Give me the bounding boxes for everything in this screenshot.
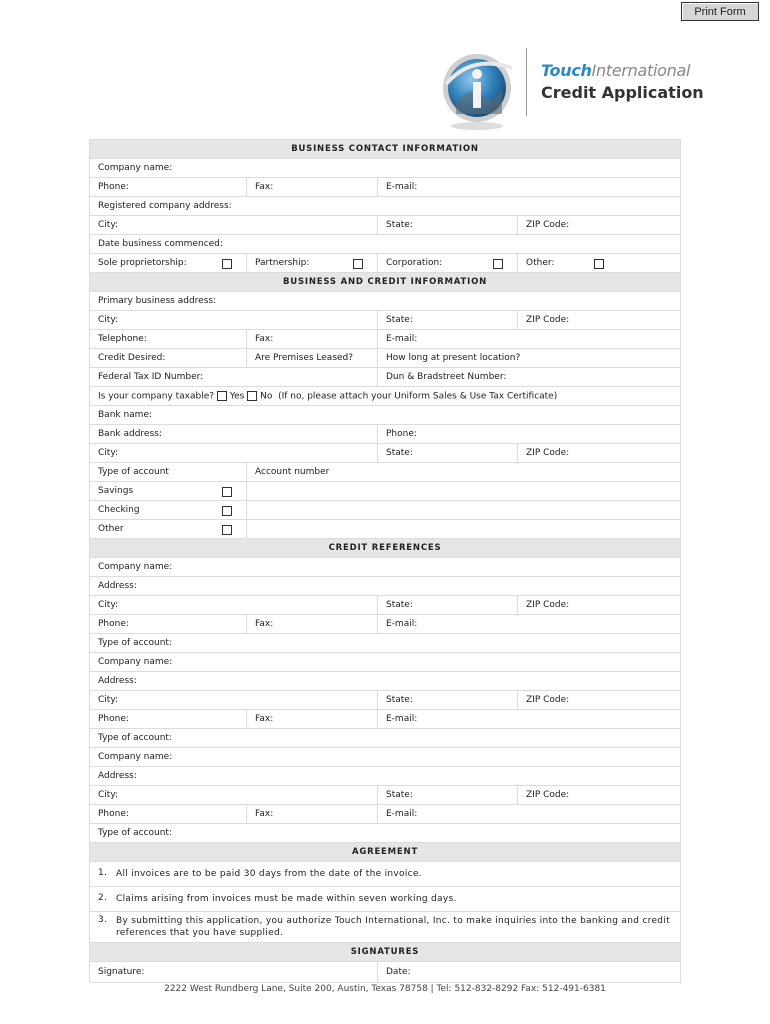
partnership-option xyxy=(247,254,378,273)
company-name-field[interactable]: Company name: xyxy=(90,159,681,178)
checking-checkbox[interactable] xyxy=(222,506,232,516)
agreement-item-number: 2. xyxy=(98,893,108,903)
bank-city-field[interactable]: City: xyxy=(90,444,378,463)
taxable-note: (If no, please attach your Uniform Sales & Use Tax Certificate) xyxy=(278,391,558,402)
other-account-number-field[interactable] xyxy=(247,520,681,539)
taxable-yes-label: Yes xyxy=(229,391,245,402)
savings-checkbox[interactable] xyxy=(222,487,232,497)
other-account-checkbox[interactable] xyxy=(222,525,232,535)
other-entity-option xyxy=(518,254,681,273)
taxable-yes-checkbox[interactable] xyxy=(217,391,227,401)
primary-city-field[interactable]: City: xyxy=(90,311,378,330)
checking-option xyxy=(90,501,247,520)
ref2-email-field[interactable]: E-mail: xyxy=(378,710,681,729)
ref2-state-field[interactable]: State: xyxy=(378,691,518,710)
brand-name xyxy=(541,61,690,80)
print-form-button[interactable]: Print Form xyxy=(681,2,759,21)
checking-account-number-field[interactable] xyxy=(247,501,681,520)
ref1-phone-field[interactable]: Phone: xyxy=(90,615,247,634)
taxable-no-checkbox[interactable] xyxy=(247,391,257,401)
other-account-label: Other xyxy=(98,523,124,534)
section-agreement: AGREEMENT xyxy=(90,843,681,862)
signature-field[interactable]: Signature: xyxy=(90,962,378,983)
bank-phone-field[interactable]: Phone: xyxy=(378,425,681,444)
fax-field[interactable]: Fax: xyxy=(247,178,378,197)
business-fax-field[interactable]: Fax: xyxy=(247,330,378,349)
ref1-address-field[interactable]: Address: xyxy=(90,577,681,596)
primary-address-field[interactable]: Primary business address: xyxy=(90,292,681,311)
taxable-no-label: No xyxy=(260,391,273,402)
brand-touch: Touch xyxy=(541,61,592,80)
ref3-company-name-field[interactable]: Company name: xyxy=(90,748,681,767)
bank-name-field[interactable]: Bank name: xyxy=(90,406,681,425)
page-title: Credit Application xyxy=(541,83,704,102)
ref3-email-field[interactable]: E-mail: xyxy=(378,805,681,824)
ref1-city-field[interactable]: City: xyxy=(90,596,378,615)
other-entity-label: Other: xyxy=(526,257,555,268)
ref1-fax-field[interactable]: Fax: xyxy=(247,615,378,634)
primary-zip-field[interactable]: ZIP Code: xyxy=(518,311,681,330)
bank-state-field[interactable]: State: xyxy=(378,444,518,463)
phone-field[interactable]: Phone: xyxy=(90,178,247,197)
ref2-company-name-field[interactable]: Company name: xyxy=(90,653,681,672)
section-business-contact: BUSINESS CONTACT INFORMATION xyxy=(90,140,681,159)
section-business-credit: BUSINESS AND CREDIT INFORMATION xyxy=(90,273,681,292)
corporation-label: Corporation: xyxy=(386,257,443,268)
ref2-address-field[interactable]: Address: xyxy=(90,672,681,691)
sole-prop-option xyxy=(90,254,247,273)
ref1-state-field[interactable]: State: xyxy=(378,596,518,615)
ref1-email-field[interactable]: E-mail: xyxy=(378,615,681,634)
ref3-account-type-field[interactable]: Type of account: xyxy=(90,824,681,843)
ref3-phone-field[interactable]: Phone: xyxy=(90,805,247,824)
ref2-account-type-field[interactable]: Type of account: xyxy=(90,729,681,748)
checking-label: Checking xyxy=(98,504,140,515)
agreement-item-text: All invoices are to be paid 30 days from the date of the invoice. xyxy=(116,869,422,879)
bank-address-field[interactable]: Bank address: xyxy=(90,425,378,444)
brand-international: International xyxy=(591,61,691,80)
account-number-label: Account number xyxy=(247,463,681,482)
dun-bradstreet-field[interactable]: Dun & Bradstreet Number: xyxy=(378,368,681,387)
credit-desired-field[interactable]: Credit Desired: xyxy=(90,349,247,368)
logo-divider xyxy=(526,48,527,116)
section-credit-references: CREDIT REFERENCES xyxy=(90,539,681,558)
corporation-checkbox[interactable] xyxy=(493,259,503,269)
agreement-item-text: Claims arising from invoices must be made within seven working days. xyxy=(116,894,457,904)
city-field[interactable]: City: xyxy=(90,216,378,235)
taxable-row xyxy=(90,387,681,406)
email-field[interactable]: E-mail: xyxy=(378,178,681,197)
primary-state-field[interactable]: State: xyxy=(378,311,518,330)
ref3-fax-field[interactable]: Fax: xyxy=(247,805,378,824)
ref2-phone-field[interactable]: Phone: xyxy=(90,710,247,729)
partnership-label: Partnership: xyxy=(255,257,310,268)
agreement-item xyxy=(90,912,681,943)
partnership-checkbox[interactable] xyxy=(353,259,363,269)
ref3-address-field[interactable]: Address: xyxy=(90,767,681,786)
sole-prop-checkbox[interactable] xyxy=(222,259,232,269)
ref1-company-name-field[interactable]: Company name: xyxy=(90,558,681,577)
type-of-account-label: Type of account xyxy=(90,463,247,482)
taxable-label: Is your company taxable? xyxy=(98,391,215,402)
touch-international-logo-icon xyxy=(432,44,522,134)
savings-option xyxy=(90,482,247,501)
agreement-item-number: 3. xyxy=(98,915,108,925)
how-long-field[interactable]: How long at present location? xyxy=(378,349,681,368)
other-account-option xyxy=(90,520,247,539)
ref2-zip-field[interactable]: ZIP Code: xyxy=(518,691,681,710)
agreement-item-number: 1. xyxy=(98,868,108,878)
agreement-item-text: By submitting this application, you authorize Touch International, Inc. to make inquiries into the banking and credit references that you have supplied. xyxy=(116,916,670,938)
sole-prop-label: Sole proprietorship: xyxy=(98,257,187,268)
savings-label: Savings xyxy=(98,485,134,496)
credit-application-form xyxy=(89,139,681,983)
ref1-account-type-field[interactable]: Type of account: xyxy=(90,634,681,653)
other-entity-checkbox[interactable] xyxy=(594,259,604,269)
zip-field[interactable]: ZIP Code: xyxy=(518,216,681,235)
corporation-option xyxy=(378,254,518,273)
savings-account-number-field[interactable] xyxy=(247,482,681,501)
ref3-state-field[interactable]: State: xyxy=(378,786,518,805)
section-signatures: SIGNATURES xyxy=(90,943,681,962)
ref3-city-field[interactable]: City: xyxy=(90,786,378,805)
premises-leased-field[interactable]: Are Premises Leased? xyxy=(247,349,378,368)
agreement-item xyxy=(90,862,681,887)
ref1-zip-field[interactable]: ZIP Code: xyxy=(518,596,681,615)
footer-address: 2222 West Rundberg Lane, Suite 200, Austin, Texas 78758 | Tel: 512-832-8292 Fax: 512-491-6381 xyxy=(164,984,606,994)
ref3-zip-field[interactable]: ZIP Code: xyxy=(518,786,681,805)
bank-zip-field[interactable]: ZIP Code: xyxy=(518,444,681,463)
agreement-item xyxy=(90,887,681,912)
telephone-field[interactable]: Telephone: xyxy=(90,330,247,349)
date-field[interactable]: Date: xyxy=(378,962,681,983)
business-email-field[interactable]: E-mail: xyxy=(378,330,681,349)
date-commenced-field[interactable]: Date business commenced: xyxy=(90,235,681,254)
ref2-city-field[interactable]: City: xyxy=(90,691,378,710)
state-field[interactable]: State: xyxy=(378,216,518,235)
registered-address-field[interactable]: Registered company address: xyxy=(90,197,681,216)
ref2-fax-field[interactable]: Fax: xyxy=(247,710,378,729)
tax-id-field[interactable]: Federal Tax ID Number: xyxy=(90,368,378,387)
